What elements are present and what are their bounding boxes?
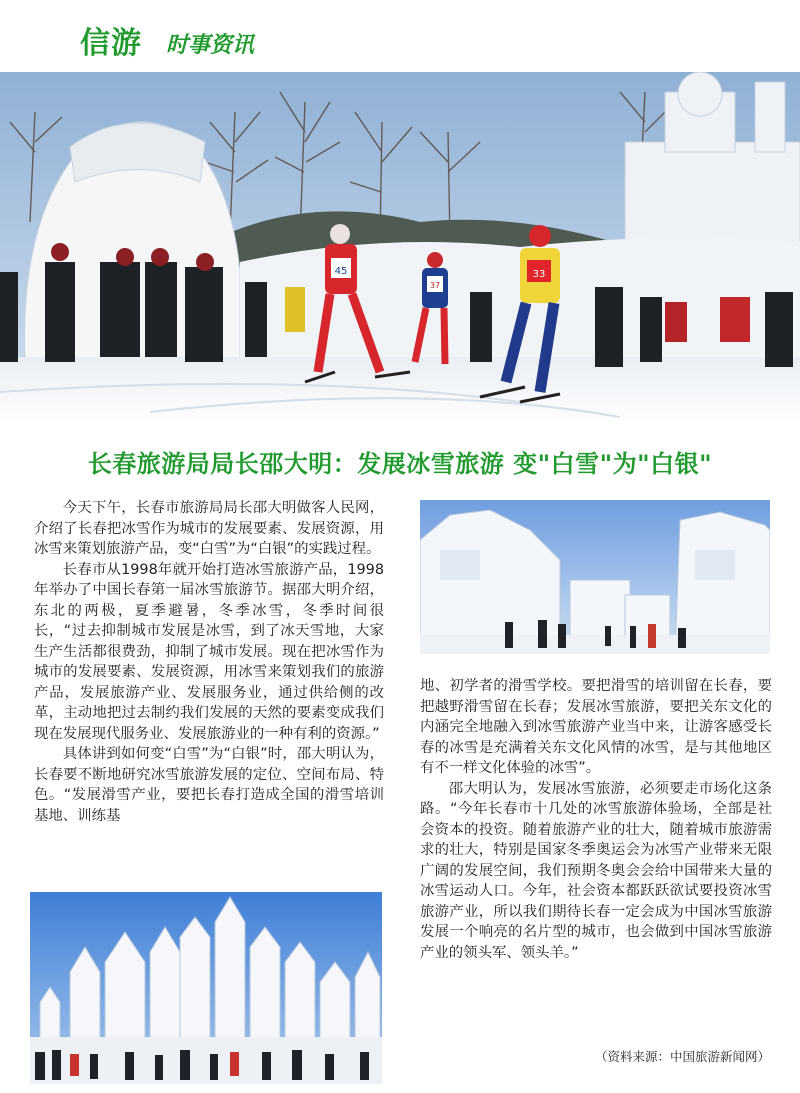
paragraph: 具体讲到如何变“白雪”为“白银”时，邵大明认为，长春要不断地研究冰雪旅游发展的定位、空间布局、特色。“发展滑雪产业，要把长春打造成全国的滑雪培训基地、训练基 (34, 746, 384, 824)
paragraph: 今天下午，长春市旅游局局长邵大明做客人民网，介绍了长春把冰雪作为城市的发展要素、发展资源，用冰雪来策划旅游产品，变“白雪”为“白银”的实践过程。 (34, 500, 384, 557)
snow-sculpture-photo (420, 500, 770, 654)
article-headline: 长春旅游局局长邵大明：发展冰雪旅游 变"白雪"为"白银" (87, 450, 713, 478)
paragraph: 地、初学者的滑雪学校。要把滑雪的培训留在长春，要把越野滑雪留在长春；发展冰雪旅游，要把关东文化的内涵完全地融入到冰雪旅游产业当中来，让游客感受长春的冰雪是充满着关东文化风情的冰雪，是与其他地区有不一样文化体验的冰雪”。 (420, 678, 772, 776)
snow-castle-photo (30, 892, 382, 1084)
page-header (0, 0, 800, 70)
bib-37: 37 (429, 281, 441, 290)
article-source: （资料来源：中国旅游新闻网） (594, 1049, 770, 1064)
hero-photo (0, 72, 800, 426)
section-title: 时事资讯 (166, 33, 255, 58)
article-column-left (34, 498, 384, 826)
bib-33: 33 (532, 269, 546, 280)
bib-45: 45 (334, 266, 348, 277)
brand-title: 信游 (80, 26, 142, 61)
paragraph: 长春市从1998年就开始打造冰雪旅游产品，1998年举办了中国长春第一届冰雪旅游节。据邵大明介绍，东北的两极，夏季避暑，冬季冰雪，冬季时间很长，“过去抑制城市发展是冰雪，到了冰天雪地，大家生产生活都很费劲，抑制了城市发展。现在把冰雪作为城市的发展要素、发展资源，用冰雪来策划我们的旅游产品，发展旅游产业、发展服务业，通过供给侧的改革，主动地把过去制约我们发展的天然的要素变成我们现在发展现代服务业、发展旅游业的一种有利的资源。” (34, 561, 384, 742)
article-column-right (420, 676, 772, 963)
paragraph: 邵大明认为，发展冰雪旅游，必须要走市场化这条路。“今年长春市十几处的冰雪旅游体验场，全部是社会资本的投资。随着旅游产业的壮大，随着城市旅游需求的壮大，特别是国家冬季奥运会为冰雪产业带来无限广阔的发展空间，我们预期冬奥会会给中国带来大量的冰雪运动人口。今年，社会资本都跃跃欲试要投资冰雪旅游产业，所以我们期待长春一定会成为中国冰雪旅游发展一个响亮的名片型的城市，也会做到中国冰雪旅游产业的领头军、领头羊。” (420, 780, 772, 961)
